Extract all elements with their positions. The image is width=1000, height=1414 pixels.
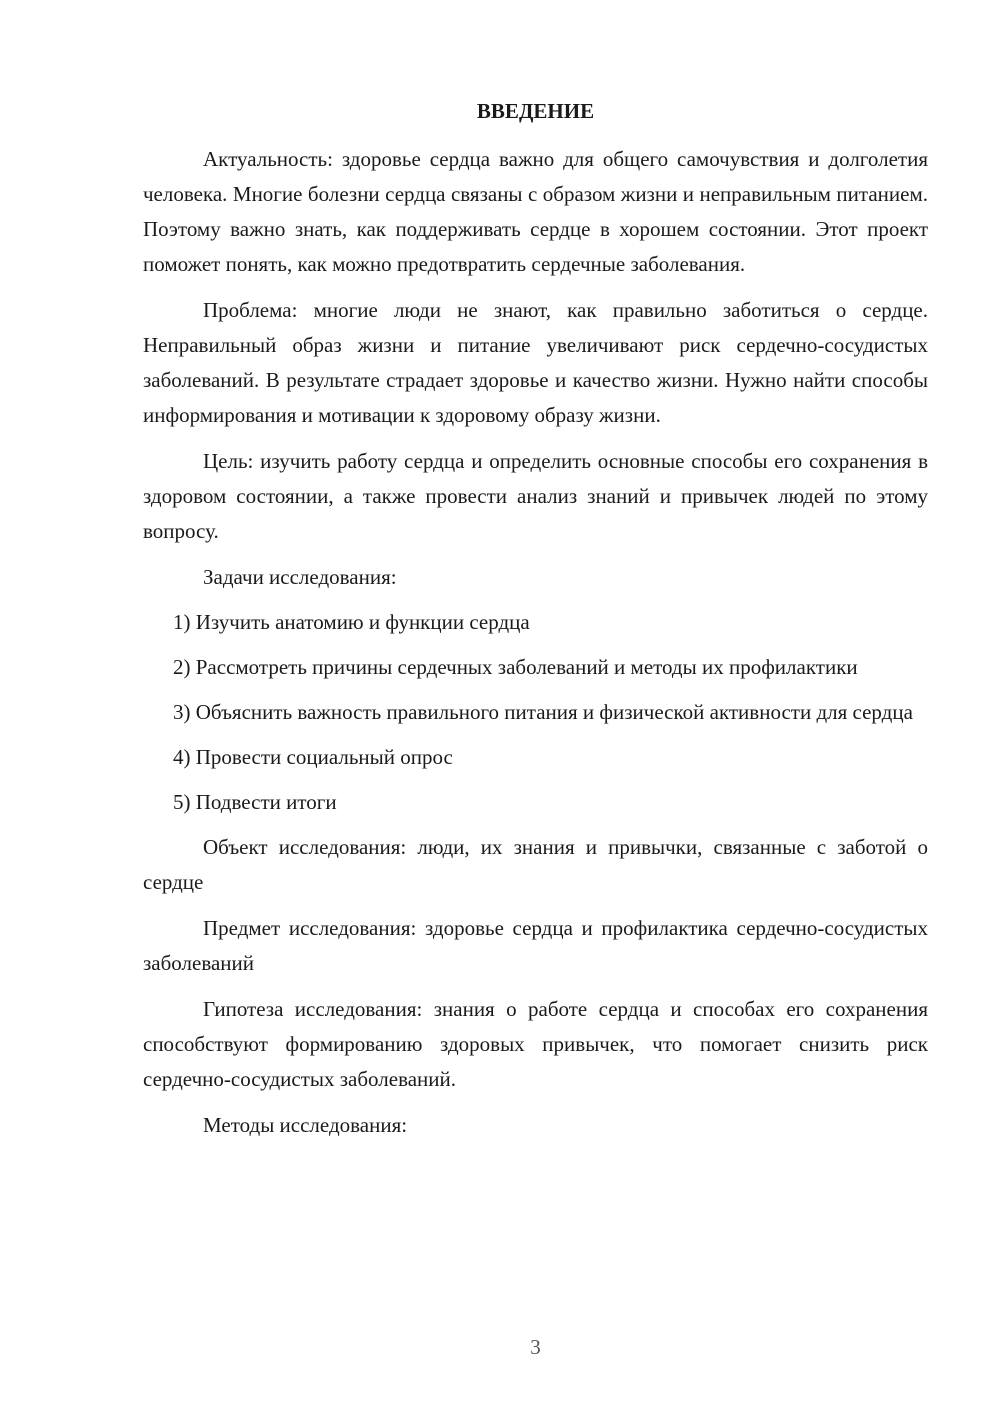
task-item-5: 5) Подвести итоги [173, 790, 337, 814]
paragraph-object: Объект исследования: люди, их знания и привычки, связанные с заботой о сердце [143, 835, 928, 894]
paragraph-subject: Предмет исследования: здоровье сердца и профилактика сердечно-сосудистых заболеваний [143, 916, 928, 975]
page-title: ВВЕДЕНИЕ [476, 99, 595, 123]
task-item-4: 4) Провести социальный опрос [173, 745, 453, 769]
paragraph-hypothesis: Гипотеза исследования: знания о работе сердца и способах его сохранения способствуют формированию здоровых привычек, что помогает снизить риск сердечно-сосудистых заболеваний. [143, 997, 928, 1091]
paragraph-goal: Цель: изучить работу сердца и определить основные способы его сохранения в здоровом состоянии, а также провести анализ знаний и привычек людей по этому вопросу. [143, 449, 928, 543]
task-item-3: 3) Объяснить важность правильного питания и физической активности для сердца [173, 700, 913, 724]
document-body [143, 142, 928, 1153]
page-number: 3 [530, 1335, 541, 1359]
task-item-1: 1) Изучить анатомию и функции сердца [173, 610, 530, 634]
paragraph-relevance: Актуальность: здоровье сердца важно для общего самочувствия и долголетия человека. Многие болезни сердца связаны с образом жизни и неправильным питанием. Поэтому важно знать, как поддерживать сердце в хорошем состоянии. Этот проект поможет понять, как можно предотвратить сердечные заболевания. [143, 147, 928, 276]
paragraph-problem: Проблема: многие люди не знают, как правильно заботиться о сердце. Неправильный образ жизни и питание увеличивают риск сердечно-сосудистых заболеваний. В результате страдает здоровье и качество жизни. Нужно найти способы информирования и мотивации к здоровому образу жизни. [143, 298, 928, 427]
paragraph-tasks-heading: Задачи исследования: [203, 565, 397, 589]
task-item-2: 2) Рассмотреть причины сердечных заболеваний и методы их профилактики [173, 655, 858, 679]
paragraph-methods: Методы исследования: [203, 1113, 408, 1137]
